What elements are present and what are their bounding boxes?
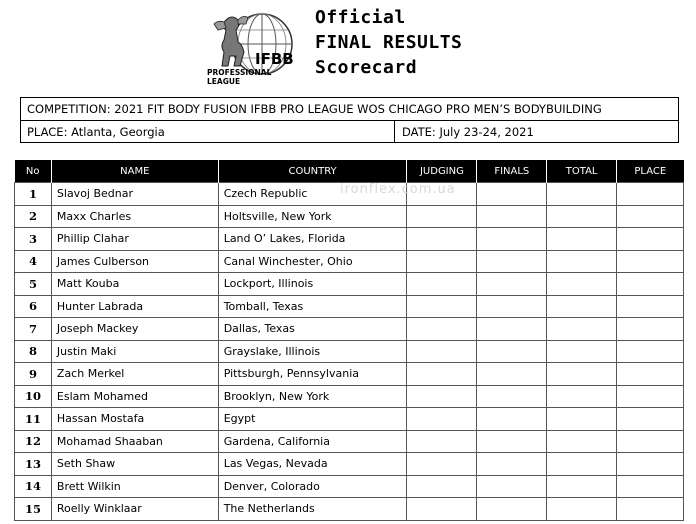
col-header-country: COUNTRY <box>218 160 407 183</box>
logo-sub-text: PROFESSIONAL LEAGUE <box>207 68 272 86</box>
competitor-country: Tomball, Texas <box>218 295 407 318</box>
judging-cell <box>407 318 477 341</box>
competitor-country: Holtsville, New York <box>218 205 407 228</box>
competitor-name: Zach Merkel <box>51 363 218 386</box>
finals-cell <box>477 363 547 386</box>
scorecard-header <box>0 0 696 95</box>
judging-cell <box>407 385 477 408</box>
place-cell <box>617 408 684 431</box>
total-cell <box>547 475 617 498</box>
competitor-country: Czech Republic <box>218 183 407 206</box>
finals-cell <box>477 318 547 341</box>
place-cell <box>617 228 684 251</box>
competitor-country: Lockport, Illinois <box>218 273 407 296</box>
table-row <box>15 228 684 251</box>
competitor-number: 7 <box>15 318 52 341</box>
finals-cell <box>477 498 547 521</box>
col-header-finals: FINALS <box>477 160 547 183</box>
competitor-country: Gardena, California <box>218 430 407 453</box>
competitor-country: Denver, Colorado <box>218 475 407 498</box>
judging-cell <box>407 273 477 296</box>
place-cell <box>617 430 684 453</box>
place-cell <box>617 363 684 386</box>
table-row <box>15 453 684 476</box>
finals-cell <box>477 183 547 206</box>
col-header-judging: JUDGING <box>407 160 477 183</box>
total-cell <box>547 273 617 296</box>
table-row <box>15 363 684 386</box>
competitor-number: 1 <box>15 183 52 206</box>
competitor-number: 9 <box>15 363 52 386</box>
competitor-number: 14 <box>15 475 52 498</box>
judging-cell <box>407 250 477 273</box>
total-cell <box>547 453 617 476</box>
total-cell <box>547 318 617 341</box>
competitor-name: Hunter Labrada <box>51 295 218 318</box>
place-cell <box>617 183 684 206</box>
total-cell <box>547 430 617 453</box>
competitor-country: Egypt <box>218 408 407 431</box>
col-header-total: TOTAL <box>547 160 617 183</box>
total-cell <box>547 498 617 521</box>
judging-cell <box>407 295 477 318</box>
competitor-number: 8 <box>15 340 52 363</box>
total-cell <box>547 205 617 228</box>
place-cell <box>617 250 684 273</box>
place-cell <box>617 475 684 498</box>
title-line-2: FINAL RESULTS <box>315 32 463 53</box>
table-row <box>15 295 684 318</box>
judging-cell <box>407 228 477 251</box>
competitor-country: Land O’ Lakes, Florida <box>218 228 407 251</box>
col-header-name: NAME <box>51 160 218 183</box>
total-cell <box>547 340 617 363</box>
watermark-text: ironflex.com.ua <box>340 182 456 197</box>
competitor-name: Maxx Charles <box>51 205 218 228</box>
competitor-country: Pittsburgh, Pennsylvania <box>218 363 407 386</box>
finals-cell <box>477 205 547 228</box>
judging-cell <box>407 205 477 228</box>
place-cell <box>617 273 684 296</box>
competitor-number: 12 <box>15 430 52 453</box>
judging-cell <box>407 475 477 498</box>
table-row <box>15 250 684 273</box>
competition-info-box <box>20 97 679 143</box>
judging-cell <box>407 430 477 453</box>
table-row <box>15 430 684 453</box>
total-cell <box>547 250 617 273</box>
judging-cell <box>407 408 477 431</box>
total-cell <box>547 408 617 431</box>
competitor-name: Joseph Mackey <box>51 318 218 341</box>
place-cell <box>617 340 684 363</box>
competitor-name: Brett Wilkin <box>51 475 218 498</box>
competitor-name: Eslam Mohamed <box>51 385 218 408</box>
col-header-no: No <box>15 160 52 183</box>
finals-cell <box>477 430 547 453</box>
competitor-number: 15 <box>15 498 52 521</box>
place-cell <box>617 295 684 318</box>
place-cell <box>617 498 684 521</box>
judging-cell <box>407 498 477 521</box>
judging-cell <box>407 340 477 363</box>
competitor-number: 6 <box>15 295 52 318</box>
competitor-country: Dallas, Texas <box>218 318 407 341</box>
info-divider <box>394 121 395 142</box>
finals-cell <box>477 340 547 363</box>
competition-text: COMPETITION: 2021 FIT BODY FUSION IFBB PRO LEAGUE WOS CHICAGO PRO MEN’S BODYBUILDING <box>27 102 602 116</box>
col-header-place: PLACE <box>617 160 684 183</box>
competitor-name: Justin Maki <box>51 340 218 363</box>
judging-cell <box>407 363 477 386</box>
competition-row <box>21 98 678 121</box>
table-row <box>15 498 684 521</box>
competitor-country: Canal Winchester, Ohio <box>218 250 407 273</box>
place-text: PLACE: Atlanta, Georgia <box>27 125 165 139</box>
competitor-name: Roelly Winklaar <box>51 498 218 521</box>
competitor-name: Matt Kouba <box>51 273 218 296</box>
competitor-number: 13 <box>15 453 52 476</box>
competitor-number: 11 <box>15 408 52 431</box>
total-cell <box>547 228 617 251</box>
total-cell <box>547 363 617 386</box>
finals-cell <box>477 385 547 408</box>
competitor-name: Seth Shaw <box>51 453 218 476</box>
competitor-number: 5 <box>15 273 52 296</box>
title-line-1: Official <box>315 7 406 28</box>
place-cell <box>617 453 684 476</box>
competitor-number: 3 <box>15 228 52 251</box>
competitor-country: The Netherlands <box>218 498 407 521</box>
title-line-3: Scorecard <box>315 57 418 78</box>
place-cell <box>617 318 684 341</box>
competitor-name: James Culberson <box>51 250 218 273</box>
logo-main-text: IFBB <box>255 50 294 68</box>
finals-cell <box>477 273 547 296</box>
results-table <box>14 160 684 521</box>
table-row <box>15 273 684 296</box>
finals-cell <box>477 475 547 498</box>
judging-cell <box>407 453 477 476</box>
finals-cell <box>477 250 547 273</box>
competitor-name: Hassan Mostafa <box>51 408 218 431</box>
total-cell <box>547 385 617 408</box>
competitor-number: 4 <box>15 250 52 273</box>
competitor-name: Slavoj Bednar <box>51 183 218 206</box>
finals-cell <box>477 408 547 431</box>
place-cell <box>617 205 684 228</box>
competitor-name: Mohamad Shaaban <box>51 430 218 453</box>
total-cell <box>547 295 617 318</box>
finals-cell <box>477 453 547 476</box>
place-cell <box>617 385 684 408</box>
finals-cell <box>477 295 547 318</box>
date-text: DATE: July 23-24, 2021 <box>402 125 534 139</box>
table-row <box>15 205 684 228</box>
competitor-country: Brooklyn, New York <box>218 385 407 408</box>
table-row <box>15 408 684 431</box>
table-row <box>15 475 684 498</box>
competitor-number: 10 <box>15 385 52 408</box>
total-cell <box>547 183 617 206</box>
competitor-country: Las Vegas, Nevada <box>218 453 407 476</box>
table-row <box>15 340 684 363</box>
competitor-name: Phillip Clahar <box>51 228 218 251</box>
table-header-row <box>15 160 684 183</box>
competitor-number: 2 <box>15 205 52 228</box>
finals-cell <box>477 228 547 251</box>
table-row <box>15 318 684 341</box>
competitor-country: Grayslake, Illinois <box>218 340 407 363</box>
table-row <box>15 385 684 408</box>
